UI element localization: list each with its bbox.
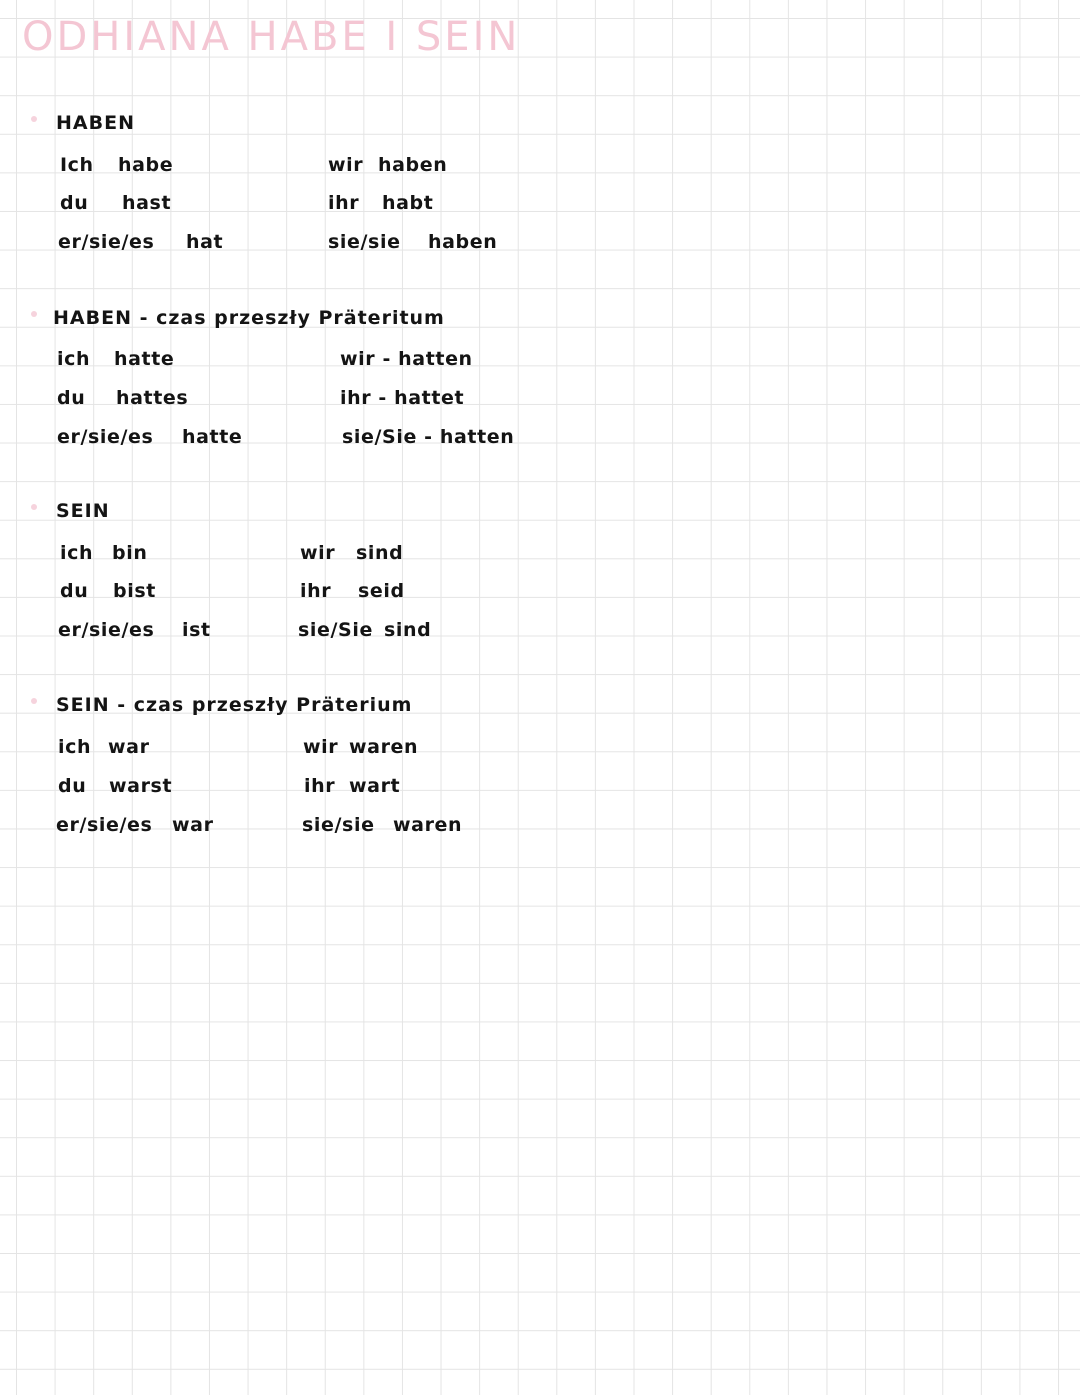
verb-form: war — [172, 814, 214, 836]
pronoun: er/sie/es — [57, 426, 154, 448]
pronoun: er/sie/es — [58, 619, 155, 641]
pronoun: ich — [60, 542, 94, 564]
verb-form: hattes — [116, 387, 189, 409]
pronoun: du — [60, 580, 89, 602]
section-haben — [0, 112, 600, 282]
verb-form: sind — [356, 542, 404, 564]
pronoun: sie/sie — [302, 814, 375, 836]
bullet-point — [31, 698, 37, 704]
pronoun: wir — [300, 542, 336, 564]
verb-form: seid — [358, 580, 405, 602]
verb-form: habe — [118, 154, 174, 176]
verb-form: haben — [378, 154, 448, 176]
plural-form: wir - hatten — [340, 348, 473, 370]
verb-form: waren — [349, 736, 419, 758]
plural-form: sie/Sie - hatten — [342, 426, 515, 448]
pronoun: du — [57, 387, 86, 409]
pronoun: sie/sie — [328, 231, 401, 253]
section-haben-prateritum — [0, 307, 600, 477]
verb-form: war — [108, 736, 150, 758]
section-sein — [0, 500, 600, 670]
section-heading: HABEN — [56, 112, 135, 134]
verb-form: hast — [122, 192, 172, 214]
pronoun: wir — [328, 154, 364, 176]
verb-form: wart — [349, 775, 401, 797]
verb-form: hatte — [114, 348, 175, 370]
pronoun: er/sie/es — [56, 814, 153, 836]
verb-form: ist — [182, 619, 211, 641]
plural-form: ihr - hattet — [340, 387, 465, 409]
pronoun: ihr — [304, 775, 336, 797]
pronoun: Ich — [60, 154, 94, 176]
pronoun: du — [58, 775, 87, 797]
pronoun: ihr — [328, 192, 360, 214]
verb-form: bist — [113, 580, 156, 602]
bullet-point — [31, 116, 37, 122]
pronoun: sie/Sie — [298, 619, 373, 641]
bullet-point — [31, 504, 37, 510]
pronoun: wir — [303, 736, 339, 758]
bullet-point — [31, 311, 37, 317]
verb-form: hatte — [182, 426, 243, 448]
section-heading: SEIN - czas przeszły Präterium — [56, 694, 413, 716]
section-sein-prateritum — [0, 694, 600, 864]
page-title: ODHIANA HABE I SEIN — [22, 14, 521, 60]
pronoun: ihr — [300, 580, 332, 602]
verb-form: waren — [393, 814, 463, 836]
verb-form: bin — [112, 542, 148, 564]
pronoun: er/sie/es — [58, 231, 155, 253]
verb-form: sind — [384, 619, 432, 641]
section-heading: HABEN - czas przeszły Präteritum — [53, 307, 445, 329]
verb-form: warst — [109, 775, 173, 797]
verb-form: habt — [382, 192, 434, 214]
section-heading: SEIN — [56, 500, 110, 522]
pronoun: du — [60, 192, 89, 214]
verb-form: hat — [186, 231, 224, 253]
verb-form: haben — [428, 231, 498, 253]
pronoun: ich — [58, 736, 92, 758]
pronoun: ich — [57, 348, 91, 370]
